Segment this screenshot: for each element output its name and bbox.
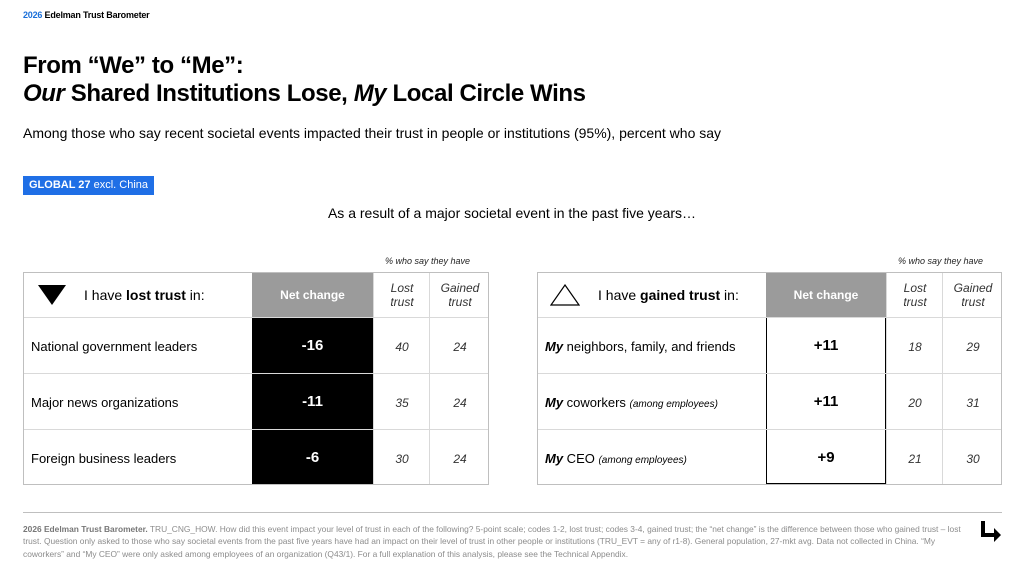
- row-label-hint: (among employees): [598, 455, 687, 466]
- lost-trust-table: [23, 272, 489, 485]
- gained-col2-l1: Gained: [953, 281, 993, 295]
- net-change-value: -16: [301, 337, 324, 354]
- lost-value: 20: [908, 396, 922, 410]
- region-tag-rest: excl. China: [90, 179, 149, 191]
- triangle-up-outline-icon: [550, 284, 580, 306]
- gained-value: 24: [453, 340, 467, 354]
- row-label: Foreign business leaders: [31, 451, 177, 466]
- lost-value: 18: [908, 340, 922, 354]
- gained-col-lost-header: [887, 281, 943, 309]
- gained-net-change-header: Net change: [766, 273, 886, 317]
- brand-label: [23, 10, 149, 20]
- row-label: [545, 395, 718, 410]
- region-tag: [23, 176, 154, 195]
- gained-label-pre: I have: [598, 287, 641, 303]
- brand-name: Edelman Trust Barometer: [44, 10, 150, 20]
- title-text-1: Shared Institutions Lose,: [64, 80, 354, 107]
- gained-table-label: [598, 287, 739, 303]
- gained-table-header: [538, 273, 1001, 317]
- title-line-1: From “We” to “Me”:: [23, 52, 244, 79]
- gained-trust-table: [537, 272, 1002, 485]
- row-label: [545, 451, 687, 466]
- lost-value: 30: [395, 452, 409, 466]
- row-label-text: coworkers: [563, 395, 630, 410]
- row-label: National government leaders: [31, 339, 198, 354]
- triangle-down-filled-icon: [38, 285, 66, 305]
- footer-divider: [23, 512, 1002, 513]
- table-row: [24, 429, 488, 485]
- lost-col2-l2: trust: [448, 295, 472, 309]
- footer-source-note: [23, 523, 963, 560]
- lost-panel-note: % who say they have: [385, 256, 471, 266]
- row-label-hint: (among employees): [629, 399, 718, 410]
- page-subtitle: Among those who say recent societal events impacted their trust in people or institutions (95%), percent who say: [23, 125, 722, 141]
- lost-col1-l2: trust: [390, 295, 414, 309]
- lost-net-change-header: Net change: [252, 273, 373, 317]
- row-label-my: My: [545, 395, 564, 410]
- title-italic-our: Our: [23, 80, 65, 107]
- lost-label-pre: I have: [84, 287, 127, 303]
- row-label-text: CEO: [563, 451, 599, 466]
- footer-bold: 2026 Edelman Trust Barometer.: [23, 524, 148, 534]
- gained-col1-l1: Lost: [903, 281, 927, 295]
- brand-year: 2026: [23, 10, 43, 20]
- gained-panel-note: % who say they have: [898, 256, 984, 266]
- row-label: [545, 339, 736, 354]
- arrow-right-icon[interactable]: [980, 518, 1004, 544]
- lost-col-gained-header: [430, 281, 490, 309]
- net-change-value: +9: [817, 449, 835, 466]
- title-italic-my: My: [353, 80, 387, 107]
- gained-value: 31: [966, 396, 980, 410]
- lost-col1-l1: Lost: [390, 281, 414, 295]
- page-title: [23, 52, 586, 108]
- lost-col2-l1: Gained: [440, 281, 480, 295]
- gained-col2-l2: trust: [961, 295, 985, 309]
- section-heading: As a result of a major societal event in the past five years…: [327, 205, 697, 221]
- lost-col-lost-header: [374, 281, 430, 309]
- lost-value: 35: [395, 396, 409, 410]
- row-label-my: My: [545, 339, 564, 354]
- net-change-value: -11: [302, 393, 323, 410]
- lost-table-header: [24, 273, 488, 317]
- footer-text: TRU_CNG_HOW. How did this event impact your level of trust in each of the following? 5-point scale; codes 1-2, lost trust; codes 3-4, gained trust; the “net change” is the difference between those who gained trust – lost trust. Question only asked to those who say societal events from the past five years have had an impact on their level of trust in other people or institutions (TRU_EVT = any of r1-8). General population, 27-mkt avg. Data not collected in China. “My coworkers” and “My CEO” were only asked among employees of an organization (Q43/1). For a full explanation of this analysis, please see the Technical Appendix.: [23, 524, 961, 559]
- lost-table-label: [84, 287, 205, 303]
- row-label-text: neighbors, family, and friends: [563, 339, 736, 354]
- net-change-value: -6: [305, 449, 320, 466]
- lost-value: 21: [908, 452, 922, 466]
- gained-col-gained-header: [943, 281, 1003, 309]
- gained-value: 24: [453, 452, 467, 466]
- gained-value: 29: [966, 340, 980, 354]
- gained-value: 30: [966, 452, 980, 466]
- table-row: [538, 373, 1001, 429]
- gained-label-bold: gained trust: [640, 287, 721, 303]
- net-change-value: +11: [813, 337, 839, 354]
- table-row: [538, 429, 1001, 485]
- lost-label-bold: lost trust: [126, 287, 186, 303]
- gained-col1-l2: trust: [903, 295, 927, 309]
- table-row: [24, 317, 488, 373]
- table-row: [24, 373, 488, 429]
- net-change-value: +11: [813, 393, 839, 410]
- lost-label-post: in:: [185, 287, 205, 303]
- table-row: [538, 317, 1001, 373]
- title-line-2: [23, 80, 586, 108]
- row-label-my: My: [545, 451, 564, 466]
- region-tag-bold: GLOBAL 27: [29, 179, 91, 191]
- lost-value: 40: [395, 340, 409, 354]
- title-text-2: Local Circle Wins: [386, 80, 586, 107]
- row-label: Major news organizations: [31, 395, 179, 410]
- gained-label-post: in:: [720, 287, 739, 303]
- gained-value: 24: [453, 396, 467, 410]
